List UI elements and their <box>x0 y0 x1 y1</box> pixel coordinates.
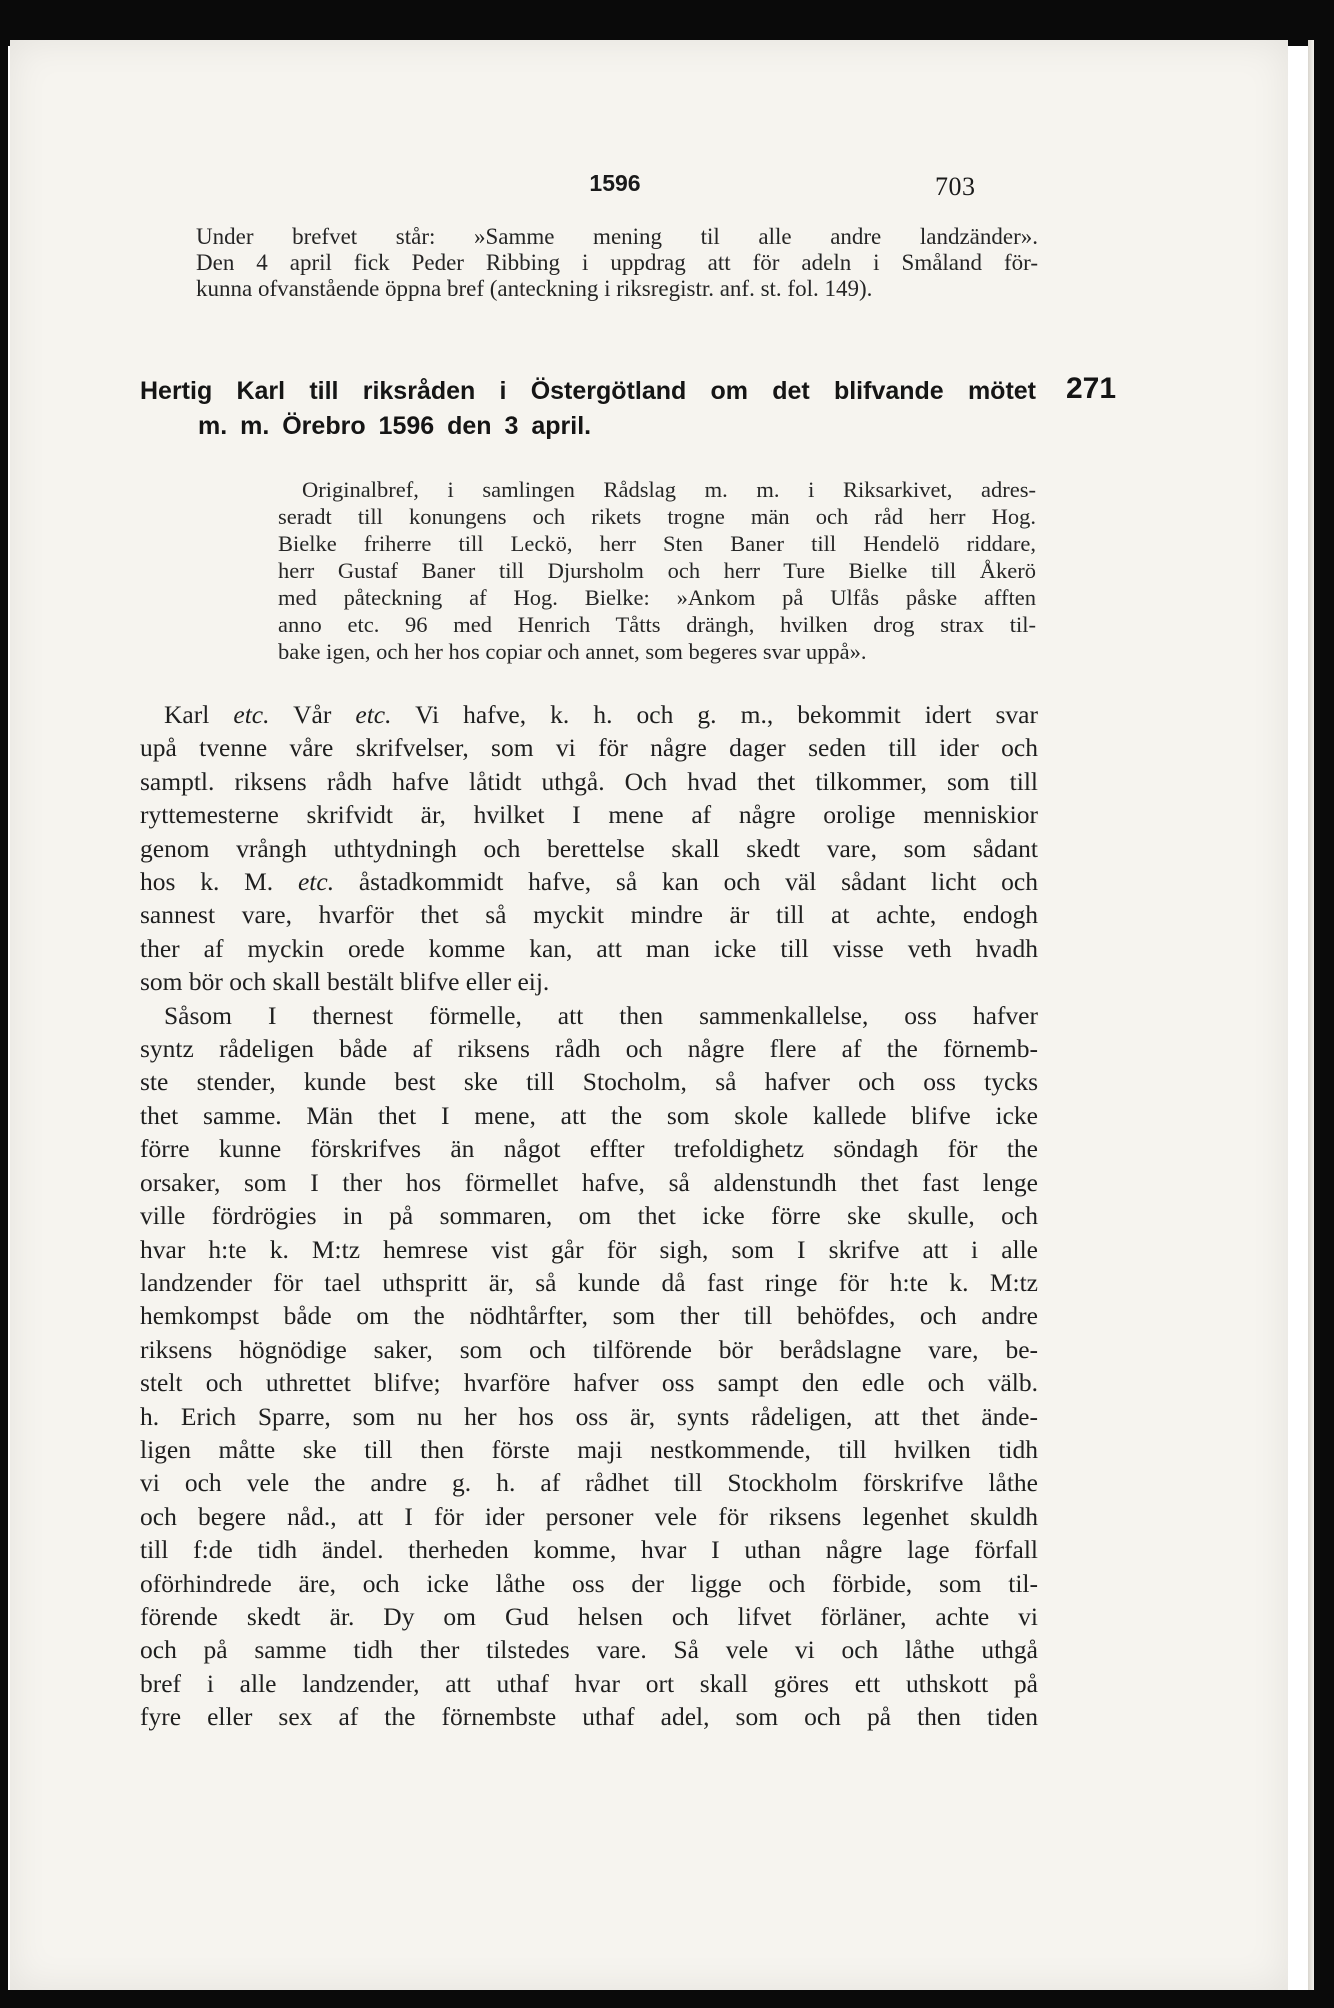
letter-line: orsaker, som I ther hos förmellet hafve, så aldenstundh thet fast lenge <box>140 1167 1038 1197</box>
letter-line: ville fördrögies in på sommaren, om thet icke förre ske skulle, och <box>140 1201 1038 1231</box>
letter-line: ther af myckin orede komme kan, att man icke till visse veth hvadh <box>140 933 1038 963</box>
etc-abbreviation: etc. <box>355 700 392 729</box>
letter-line: riksens högnödige saker, som och tilförende bör berådslagne vare, be- <box>140 1334 1038 1364</box>
intro-line: Under brefvet står: »Samme mening til alle andre landzänder». <box>196 224 1038 249</box>
letter-line: upå tvenne våre skrifvelser, som vi för någre dager seden till ider och <box>140 733 1038 763</box>
etc-abbreviation: etc. <box>233 700 270 729</box>
intro-line: Den 4 april fick Peder Ribbing i uppdrag att för adeln i Småland för- <box>196 250 1038 275</box>
running-header-year: 1596 <box>589 170 641 196</box>
letter-line: förre kunne förskrifves än något effter trefoldighetz söndagh för the <box>140 1134 1038 1164</box>
letter-line: genom vrångh uthtydningh och berettelse skall skedt vare, som sådant <box>140 833 1038 863</box>
letter-line: landzender för tael uthspritt är, så kunde då fast ringe för h:te k. M:tz <box>140 1267 1038 1297</box>
letter-line: oförhindrede äre, och icke låthe oss der ligge och förbide, som til- <box>140 1568 1038 1598</box>
source-line: anno etc. 96 med Henrich Tåtts drängh, hvilken drog strax til- <box>278 612 1036 637</box>
page-edge-shadow <box>1308 40 1314 1990</box>
letter-line: ligen måtte ske till then förste maji nestkommende, till hvilken tidh <box>140 1434 1038 1464</box>
letter-line: fyre eller sex af the förnembste uthaf adel, som och på then tiden <box>140 1702 1038 1732</box>
letter-line: Karl etc. Vår etc. Vi hafve, k. h. och g. m., bekommit idert svar <box>164 700 1038 729</box>
intro-line: kunna ofvanstående öppna bref (anteckning i riksregistr. anf. st. fol. 149). <box>196 276 873 301</box>
scan-border-left <box>0 0 8 2008</box>
document-heading <box>140 374 1036 444</box>
source-line: herr Gustaf Baner till Djursholm och herr Ture Bielke till Åkerö <box>278 558 1036 583</box>
letter-line: hos k. M. etc. åstadkommidt hafve, så kan och väl sådant licht och <box>140 867 1038 897</box>
letter-line: vi och vele the andre g. h. af rådhet till Stockholm förskrifve låthe <box>140 1468 1038 1498</box>
letter-line: ste stender, kunde best ske till Stocholm, så hafver och oss tycks <box>140 1067 1038 1097</box>
letter-line: och på samme tidh ther tilstedes vare. Så vele vi och låthe uthgå <box>140 1635 1038 1665</box>
letter-line: hemkompst både om the nödhtårfter, som ther till behöfdes, och andre <box>140 1301 1038 1331</box>
letter-body <box>140 698 1038 1734</box>
document-number: 271 <box>1066 372 1117 405</box>
source-line: Originalbref, i samlingen Rådslag m. m. i Riksarkivet, adres- <box>302 477 1036 502</box>
letter-line: h. Erich Sparre, som nu her hos oss är, synts rådeligen, att thet ände- <box>140 1401 1038 1431</box>
letter-line: och begere nåd., att I för ider personer vele för riksens legenhet skuldh <box>140 1501 1038 1531</box>
letter-line: bref i alle landzender, att uthaf hvar ort skall göres ett uthskott på <box>140 1668 1038 1698</box>
letter-line: hvar h:te k. M:tz hemrese vist går för sigh, som I skrifve att i alle <box>140 1234 1038 1264</box>
source-line: med påteckning af Hog. Bielke: »Ankom på Ulfås påske afften <box>278 585 1036 610</box>
source-line: bake igen, och her hos copiar och annet, som begeres svar uppå». <box>278 639 867 664</box>
letter-line: samptl. riksens rådh hafve låtidt uthgå. Och hvad thet tilkommer, som till <box>140 766 1038 796</box>
heading-line: Hertig Karl till riksråden i Östergötland om det blifvande mötet <box>140 377 1036 405</box>
source-line: seradt till konungens och rikets trogne män och råd herr Hog. <box>278 504 1036 529</box>
page-number: 703 <box>935 172 976 201</box>
etc-abbreviation: etc. <box>297 867 335 897</box>
scan-border-bottom <box>0 1990 1334 2008</box>
intro-paragraph <box>196 224 1038 302</box>
source-line: Bielke friherre till Leckö, herr Sten Baner till Hendelö riddare, <box>278 531 1036 556</box>
letter-line: som bör och skall bestält blifve eller eij. <box>140 967 550 997</box>
source-note <box>278 476 1036 665</box>
letter-line: ryttemesterne skrifvidt är, hvilket I mene af någre orolige menniskior <box>140 800 1038 830</box>
letter-line: Såsom I thernest förmelle, att then sammenkallelse, oss hafver <box>164 1000 1038 1030</box>
letter-line: syntz rådeligen både af riksens rådh och någre flere af the förnemb- <box>140 1034 1038 1064</box>
scan-border-right <box>1312 0 1334 2008</box>
heading-line: m. m. Örebro 1596 den 3 april. <box>198 412 592 440</box>
letter-line: till f:de tidh ändel. therheden komme, hvar I uthan någre lage förfall <box>140 1535 1038 1565</box>
letter-line: förende skedt är. Dy om Gud helsen och lifvet förläner, achte vi <box>140 1601 1038 1631</box>
letter-line: stelt och uthrettet blifve; hvarföre hafver oss sampt den edle och välb. <box>140 1368 1038 1398</box>
letter-line: thet samme. Män thet I mene, att the som skole kallede blifve icke <box>140 1100 1038 1130</box>
letter-line: sannest vare, hvarför thet så myckit mindre är till at achte, endogh <box>140 900 1038 930</box>
